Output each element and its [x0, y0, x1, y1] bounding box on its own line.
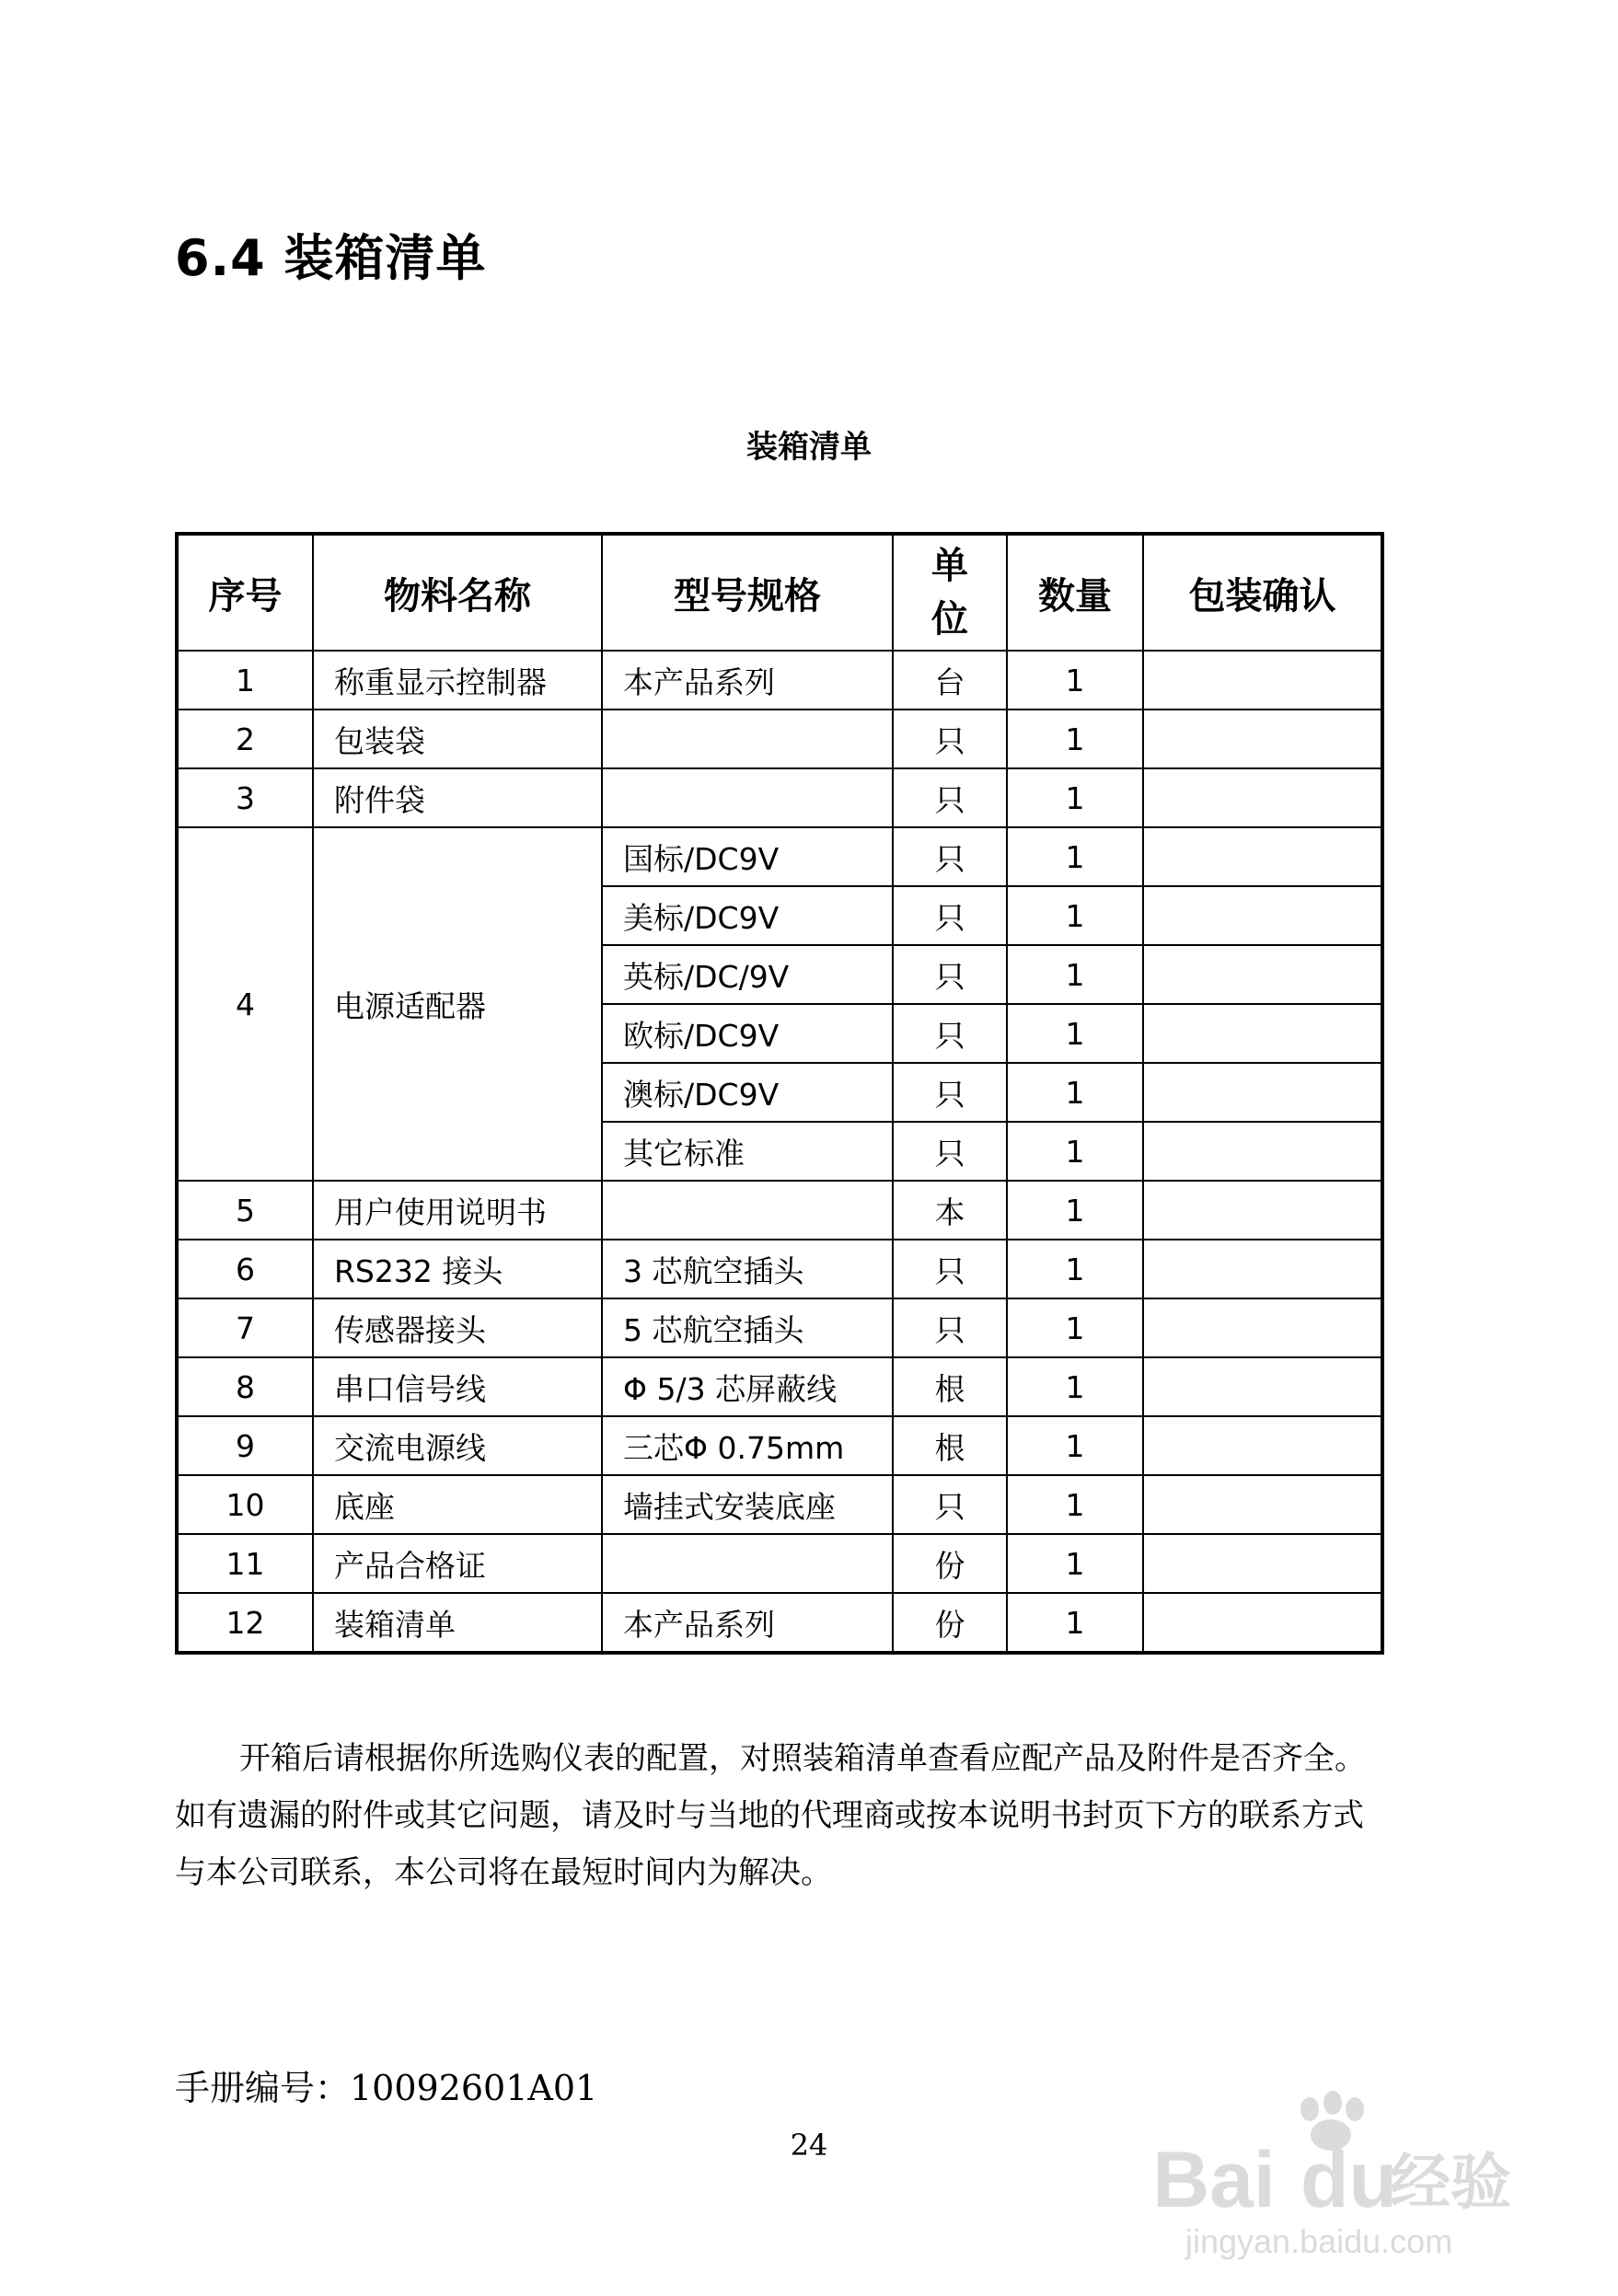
cell-spec: 5 芯航空插头: [602, 1298, 893, 1357]
table-header-row: [177, 534, 1382, 651]
cell-unit: 只: [893, 1298, 1007, 1357]
cell-confirm: [1143, 1240, 1382, 1298]
manual-number: 手册编号：10092601A01: [175, 2068, 598, 2108]
table-row: [177, 651, 1382, 710]
cell-spec: [602, 1181, 893, 1240]
cell-confirm: [1143, 651, 1382, 710]
cell-spec: 澳标/DC9V: [602, 1063, 893, 1122]
cell-confirm: [1143, 768, 1382, 827]
cell-spec: [602, 710, 893, 768]
cell-qty: 1: [1007, 1534, 1143, 1593]
cell-no: 12: [177, 1593, 313, 1653]
cell-qty: 1: [1007, 1122, 1143, 1181]
cell-qty: 1: [1007, 1004, 1143, 1063]
cell-name: 交流电源线: [313, 1416, 602, 1475]
table-row: [177, 1534, 1382, 1593]
watermark-cn: 经验: [1390, 2147, 1511, 2218]
cell-name: 底座: [313, 1475, 602, 1534]
cell-unit: 只: [893, 1240, 1007, 1298]
col-header-no: 序号: [177, 534, 313, 651]
note-line: 开箱后请根据你所选购仪表的配置，对照装箱清单查看应配产品及附件是否齐全。: [239, 1740, 1366, 1777]
cell-name: 传感器接头: [313, 1298, 602, 1357]
cell-spec: [602, 768, 893, 827]
cell-confirm: [1143, 1004, 1382, 1063]
cell-qty: 1: [1007, 886, 1143, 945]
cell-qty: 1: [1007, 768, 1143, 827]
cell-spec: 国标/DC9V: [602, 827, 893, 886]
cell-no: 2: [177, 710, 313, 768]
table-row: [177, 1298, 1382, 1357]
cell-confirm: [1143, 827, 1382, 886]
cell-qty: 1: [1007, 1240, 1143, 1298]
cell-unit: 只: [893, 1004, 1007, 1063]
cell-no: 7: [177, 1298, 313, 1357]
cell-qty: 1: [1007, 1357, 1143, 1416]
cell-qty: 1: [1007, 1298, 1143, 1357]
cell-spec: 其它标准: [602, 1122, 893, 1181]
cell-confirm: [1143, 1475, 1382, 1534]
cell-unit: 只: [893, 886, 1007, 945]
cell-no: 11: [177, 1534, 313, 1593]
cell-name: 串口信号线: [313, 1357, 602, 1416]
cell-name: 产品合格证: [313, 1534, 602, 1593]
cell-confirm: [1143, 1357, 1382, 1416]
cell-spec: 美标/DC9V: [602, 886, 893, 945]
table-row: [177, 1181, 1382, 1240]
cell-unit: 只: [893, 945, 1007, 1004]
cell-name: 用户使用说明书: [313, 1181, 602, 1240]
cell-qty: 1: [1007, 1593, 1143, 1653]
cell-unit: 只: [893, 710, 1007, 768]
cell-no: 1: [177, 651, 313, 710]
cell-qty: 1: [1007, 1181, 1143, 1240]
cell-no: 6: [177, 1240, 313, 1298]
cell-confirm: [1143, 945, 1382, 1004]
cell-qty: 1: [1007, 827, 1143, 886]
cell-spec: 3 芯航空插头: [602, 1240, 893, 1298]
unpacking-note: [175, 1730, 1463, 1901]
cell-confirm: [1143, 1122, 1382, 1181]
cell-unit: 本: [893, 1181, 1007, 1240]
note-line: 如有遗漏的附件或其它问题，请及时与当地的代理商或按本说明书封页下方的联系方式: [175, 1797, 1364, 1834]
packing-list-table: [175, 532, 1384, 1655]
table-row: [177, 827, 1382, 886]
col-header-unit: [893, 534, 1007, 651]
watermark-brand-du: du: [1300, 2136, 1398, 2224]
table-row: [177, 1357, 1382, 1416]
col-header-unit-top: 单: [931, 545, 968, 587]
cell-name: 装箱清单: [313, 1593, 602, 1653]
note-line: 与本公司联系，本公司将在最短时间内为解决。: [175, 1854, 832, 1891]
cell-no: 3: [177, 768, 313, 827]
cell-name: RS232 接头: [313, 1240, 602, 1298]
cell-spec: Φ 5/3 芯屏蔽线: [602, 1357, 893, 1416]
baidu-jingyan-watermark: [1149, 2089, 1535, 2264]
cell-unit: 份: [893, 1534, 1007, 1593]
cell-no: 9: [177, 1416, 313, 1475]
table-row: [177, 768, 1382, 827]
cell-unit: 只: [893, 827, 1007, 886]
cell-unit: 只: [893, 1063, 1007, 1122]
cell-no: 4: [177, 827, 313, 1181]
section-heading: 6.4 装箱清单: [175, 229, 487, 287]
cell-unit: 根: [893, 1416, 1007, 1475]
cell-no: 8: [177, 1357, 313, 1416]
cell-confirm: [1143, 1298, 1382, 1357]
cell-unit: 只: [893, 768, 1007, 827]
cell-spec: 英标/DC/9V: [602, 945, 893, 1004]
col-header-name: 物料名称: [313, 534, 602, 651]
cell-spec: 本产品系列: [602, 1593, 893, 1653]
cell-unit: 份: [893, 1593, 1007, 1653]
cell-name: 包装袋: [313, 710, 602, 768]
cell-confirm: [1143, 1534, 1382, 1593]
cell-unit: 根: [893, 1357, 1007, 1416]
cell-qty: 1: [1007, 1416, 1143, 1475]
cell-spec: [602, 1534, 893, 1593]
cell-spec: 墙挂式安装底座: [602, 1475, 893, 1534]
table-row: [177, 1475, 1382, 1534]
watermark-url: jingyan.baidu.com: [1185, 2222, 1453, 2260]
cell-name: 附件袋: [313, 768, 602, 827]
watermark-brand: Bai: [1152, 2136, 1276, 2224]
col-header-unit-bottom: 位: [931, 598, 968, 640]
cell-no: 5: [177, 1181, 313, 1240]
cell-confirm: [1143, 1416, 1382, 1475]
cell-confirm: [1143, 710, 1382, 768]
cell-unit: 台: [893, 651, 1007, 710]
cell-spec: 本产品系列: [602, 651, 893, 710]
table-row: [177, 1240, 1382, 1298]
cell-unit: 只: [893, 1475, 1007, 1534]
col-header-confirm: 包装确认: [1143, 534, 1382, 651]
cell-confirm: [1143, 886, 1382, 945]
col-header-spec: 型号规格: [602, 534, 893, 651]
table-row: [177, 1416, 1382, 1475]
cell-name: 称重显示控制器: [313, 651, 602, 710]
cell-confirm: [1143, 1181, 1382, 1240]
cell-name: 电源适配器: [313, 827, 602, 1181]
cell-no: 10: [177, 1475, 313, 1534]
cell-qty: 1: [1007, 945, 1143, 1004]
col-header-qty: 数量: [1007, 534, 1143, 651]
page-number: 24: [790, 2128, 828, 2163]
cell-spec: 欧标/DC9V: [602, 1004, 893, 1063]
table-caption: 装箱清单: [746, 429, 872, 466]
cell-qty: 1: [1007, 1475, 1143, 1534]
table-row: [177, 710, 1382, 768]
table-row: [177, 1593, 1382, 1653]
cell-unit: 只: [893, 1122, 1007, 1181]
cell-qty: 1: [1007, 651, 1143, 710]
cell-confirm: [1143, 1593, 1382, 1653]
cell-confirm: [1143, 1063, 1382, 1122]
cell-qty: 1: [1007, 710, 1143, 768]
cell-qty: 1: [1007, 1063, 1143, 1122]
cell-spec: 三芯Φ 0.75mm: [602, 1416, 893, 1475]
